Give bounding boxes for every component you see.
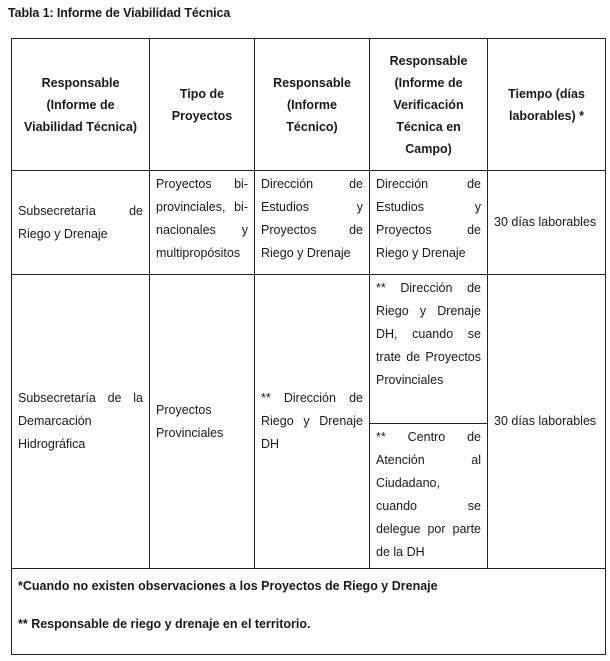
table-caption: Tabla 1: Informe de Viabilidad Técnica bbox=[8, 6, 231, 20]
cell-tecnico: Dirección de Estudios y Proyectos de Riego y Drenaje bbox=[255, 171, 370, 275]
feasibility-table bbox=[11, 38, 606, 655]
table-row bbox=[12, 171, 606, 275]
cell-verificacion-split bbox=[370, 275, 488, 569]
notes-cell bbox=[12, 569, 606, 655]
cell-responsable: Subsecretaría de la Demarcación Hidrográfica bbox=[12, 275, 150, 569]
header-tipo-proyectos: Tipo de Proyectos bbox=[150, 39, 255, 171]
header-responsable-tecnico: Responsable (Informe Técnico) bbox=[255, 39, 370, 171]
cell-verificacion-centro: ** Centro de Atención al Ciudadano, cuando se delegue por parte de la DH bbox=[376, 430, 481, 559]
header-tiempo: Tiempo (días laborables) * bbox=[488, 39, 606, 171]
cell-verificacion: Dirección de Estudios y Proyectos de Riego y Drenaje bbox=[370, 171, 488, 275]
cell-tiempo: 30 días laborables bbox=[488, 275, 606, 569]
header-responsable-viabilidad: Responsable (Informe de Viabilidad Técnica) bbox=[12, 39, 150, 171]
note-2: ** Responsable de riego y drenaje en el territorio. bbox=[18, 617, 311, 631]
header-row bbox=[12, 39, 606, 171]
note-1: *Cuando no existen observaciones a los Proyectos de Riego y Drenaje bbox=[18, 579, 438, 593]
notes-row bbox=[12, 569, 606, 655]
cell-responsable: Subsecretaría de Riego y Drenaje bbox=[12, 171, 150, 275]
cell-tipo: Proyectos bi-provinciales, bi-nacionales y multipropósitos bbox=[150, 171, 255, 275]
cell-tecnico: ** Dirección de Riego y Drenaje DH bbox=[255, 275, 370, 569]
cell-tiempo: 30 días laborables bbox=[488, 171, 606, 275]
header-responsable-verificacion: Responsable (Informe de Verificación Técnica en Campo) bbox=[370, 39, 488, 171]
table-row bbox=[12, 275, 606, 569]
cell-verificacion-dh: ** Dirección de Riego y Drenaje DH, cuando se trate de Proyectos Provinciales bbox=[370, 275, 487, 424]
cell-tipo: Proyectos Provinciales bbox=[150, 275, 255, 569]
